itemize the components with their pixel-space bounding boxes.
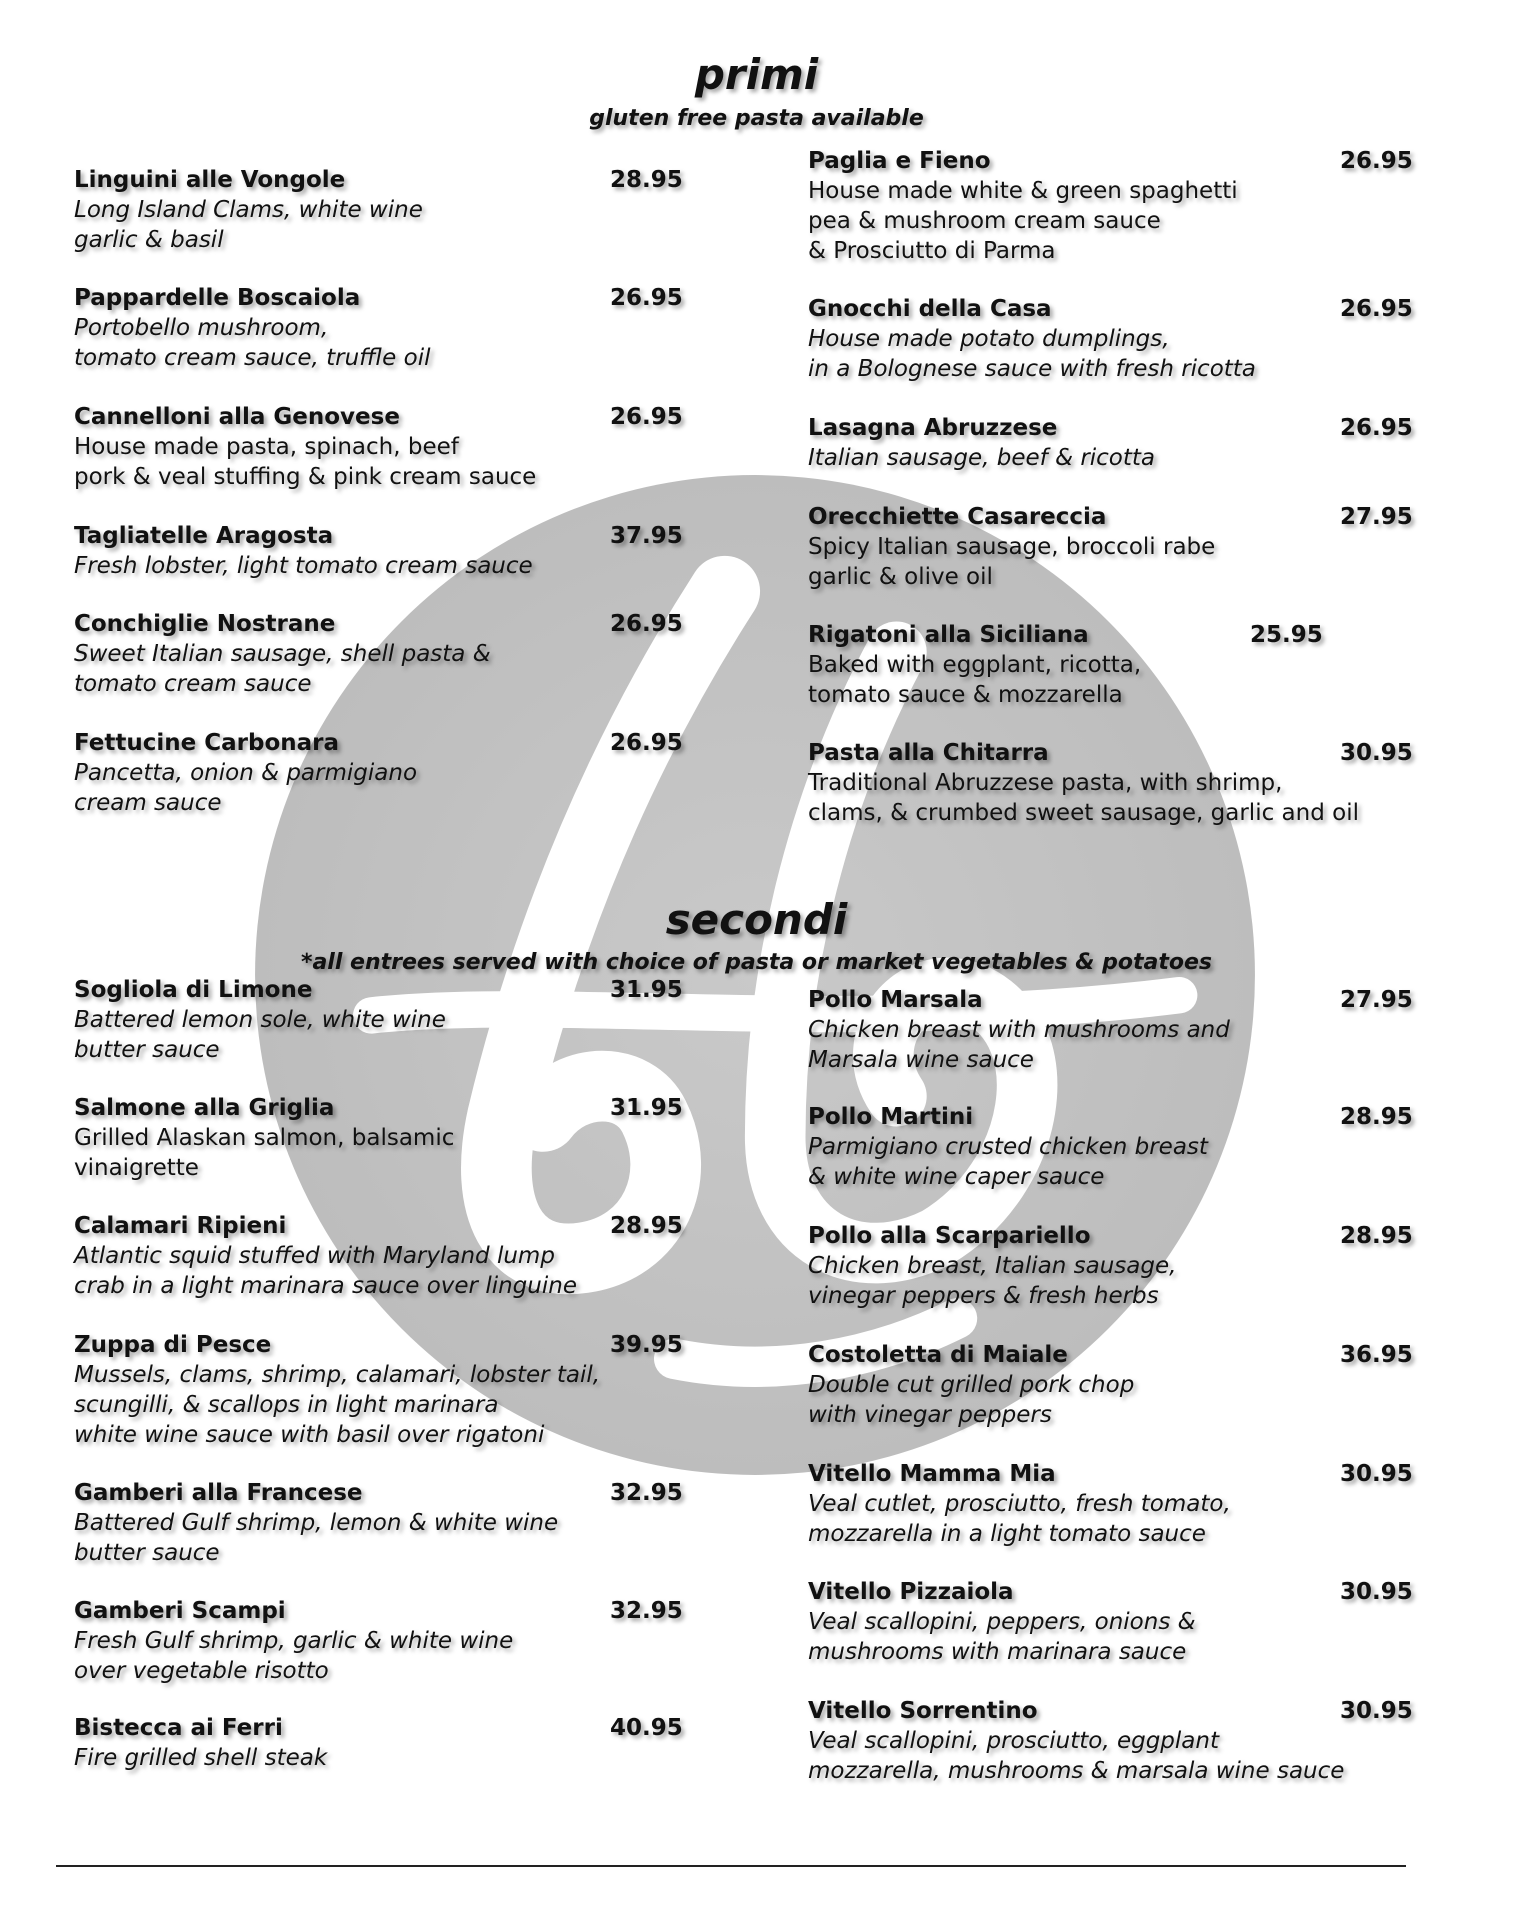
menu-item-price: 26.95 xyxy=(610,611,683,637)
menu-item xyxy=(808,1221,1413,1311)
menu-item-description: Veal scallopini, peppers, onions & mushrooms with marinara sauce xyxy=(808,1609,1196,1665)
menu-item-name: Gamberi alla Francese xyxy=(74,1480,363,1506)
menu-item-description: Italian sausage, beef & ricotta xyxy=(808,445,1156,471)
menu-item-name: Pollo alla Scarpariello xyxy=(808,1223,1091,1249)
menu-item-description: Pancetta, onion & parmigiano cream sauce xyxy=(74,760,418,816)
primi-subtitle: gluten free pasta available xyxy=(589,106,924,131)
menu-item-name: Pappardelle Boscaiola xyxy=(74,285,361,311)
menu-item xyxy=(74,521,683,581)
menu-item-name: Vitello Pizzaiola xyxy=(808,1579,1014,1605)
menu-item-name: Cannelloni alla Genovese xyxy=(74,404,400,430)
menu-item xyxy=(808,413,1413,473)
menu-item-description: Battered lemon sole, white wine butter sauce xyxy=(74,1007,446,1063)
menu-item-description: House made white & green spaghetti pea & mushroom cream sauce & Prosciutto di Parma xyxy=(808,178,1238,264)
menu-item-description: House made potato dumplings, in a Bolognese sauce with fresh ricotta xyxy=(808,326,1256,382)
menu-item-description: Chicken breast with mushrooms and Marsala wine sauce xyxy=(808,1017,1230,1073)
menu-item xyxy=(808,1102,1413,1192)
menu-item-description: Spicy Italian sausage, broccoli rabe garlic & olive oil xyxy=(808,534,1216,590)
menu-item-description: Fresh Gulf shrimp, garlic & white wine over vegetable risotto xyxy=(74,1628,514,1684)
menu-item-description: Long Island Clams, white wine garlic & basil xyxy=(74,197,423,253)
menu-item-description: Baked with eggplant, ricotta, tomato sauce & mozzarella xyxy=(808,652,1142,708)
menu-item-name: Bistecca ai Ferri xyxy=(74,1715,283,1741)
menu-item xyxy=(74,609,683,699)
menu-item-description: Mussels, clams, shrimp, calamari, lobster tail, scungilli, & scallops in light marinara white wine sauce with basil over rigatoni xyxy=(74,1362,601,1448)
menu-item-description: Grilled Alaskan salmon, balsamic vinaigrette xyxy=(74,1125,455,1181)
menu-item-price: 31.95 xyxy=(610,977,683,1003)
menu-item-name: Zuppa di Pesce xyxy=(74,1332,272,1358)
menu-item xyxy=(808,146,1413,266)
menu-item-name: Tagliatelle Aragosta xyxy=(74,523,334,549)
menu-item-price: 27.95 xyxy=(1340,987,1413,1013)
menu-item-name: Orecchiette Casareccia xyxy=(808,504,1107,530)
menu-item xyxy=(74,728,683,818)
menu-item xyxy=(808,294,1413,384)
menu-item-price: 28.95 xyxy=(610,1213,683,1239)
menu-item-price: 30.95 xyxy=(1340,1579,1413,1605)
menu-item-name: Lasagna Abruzzese xyxy=(808,415,1058,441)
menu-item-description: Parmigiano crusted chicken breast & white wine caper sauce xyxy=(808,1134,1208,1190)
menu-item-name: Gnocchi della Casa xyxy=(808,296,1052,322)
menu-item-name: Pollo Marsala xyxy=(808,987,983,1013)
menu-item-price: 36.95 xyxy=(1340,1342,1413,1368)
menu-item-name: Fettucine Carbonara xyxy=(74,730,340,756)
menu-item-name: Calamari Ripieni xyxy=(74,1213,287,1239)
menu-item-description: Veal cutlet, prosciutto, fresh tomato, mozzarella in a light tomato sauce xyxy=(808,1491,1231,1547)
menu-item xyxy=(74,975,683,1065)
menu-item-price: 30.95 xyxy=(1340,740,1413,766)
menu-item-price: 27.95 xyxy=(1340,504,1413,530)
secondi-subtitle: *all entrees served with choice of pasta or market vegetables & potatoes xyxy=(300,950,1213,975)
menu-item xyxy=(808,738,1413,828)
menu-item xyxy=(808,502,1413,592)
menu-item-name: Paglia e Fieno xyxy=(808,148,991,174)
menu-item-name: Gamberi Scampi xyxy=(74,1598,286,1624)
menu-item-description: Traditional Abruzzese pasta, with shrimp, clams, & crumbed sweet sausage, garlic and oil xyxy=(808,770,1359,826)
menu-item-price: 26.95 xyxy=(1340,415,1413,441)
primi-title: primi xyxy=(694,50,819,99)
menu-item-description: Atlantic squid stuffed with Maryland lump crab in a light marinara sauce over linguine xyxy=(74,1243,577,1299)
secondi-title: secondi xyxy=(665,895,848,944)
menu-item xyxy=(74,1713,683,1773)
menu-item-description: House made pasta, spinach, beef pork & veal stuffing & pink cream sauce xyxy=(74,434,537,490)
menu-item-name: Costoletta di Maiale xyxy=(808,1342,1068,1368)
menu-item-name: Pasta alla Chitarra xyxy=(808,740,1049,766)
menu-item-description: Sweet Italian sausage, shell pasta & tomato cream sauce xyxy=(74,641,491,697)
menu-item-description: Portobello mushroom, tomato cream sauce, truffle oil xyxy=(74,315,431,371)
menu-item-price: 26.95 xyxy=(610,285,683,311)
menu-item xyxy=(74,165,683,255)
menu-item xyxy=(808,1696,1413,1786)
menu-item xyxy=(808,1577,1413,1667)
menu-item xyxy=(808,620,1408,710)
menu-item-description: Double cut grilled pork chop with vinegar peppers xyxy=(808,1372,1135,1428)
menu-item-price: 32.95 xyxy=(610,1598,683,1624)
menu-item xyxy=(74,1596,683,1686)
menu-item-price: 30.95 xyxy=(1340,1461,1413,1487)
menu-item-name: Rigatoni alla Siciliana xyxy=(808,622,1089,648)
bottom-divider xyxy=(56,1865,1406,1867)
menu-item xyxy=(74,1478,683,1568)
menu-item-name: Linguini alle Vongole xyxy=(74,167,346,193)
menu-item-description: Veal scallopini, prosciutto, eggplant mozzarella, mushrooms & marsala wine sauce xyxy=(808,1728,1345,1784)
menu-item xyxy=(808,985,1413,1075)
menu-item-price: 39.95 xyxy=(610,1332,683,1358)
menu-item-price: 37.95 xyxy=(610,523,683,549)
menu-item-price: 28.95 xyxy=(1340,1104,1413,1130)
menu-item-price: 26.95 xyxy=(610,730,683,756)
menu-item-price: 31.95 xyxy=(610,1095,683,1121)
menu-item-price: 32.95 xyxy=(610,1480,683,1506)
menu-item-description: Battered Gulf shrimp, lemon & white wine butter sauce xyxy=(74,1510,559,1566)
menu-item-price: 30.95 xyxy=(1340,1698,1413,1724)
menu-item-description: Chicken breast, Italian sausage, vinegar peppers & fresh herbs xyxy=(808,1253,1177,1309)
menu-item xyxy=(74,402,683,492)
menu-item xyxy=(808,1459,1413,1549)
menu-item-name: Vitello Mamma Mia xyxy=(808,1461,1056,1487)
menu-item-price: 26.95 xyxy=(1340,296,1413,322)
menu-item-price: 40.95 xyxy=(610,1715,683,1741)
menu-item-name: Vitello Sorrentino xyxy=(808,1698,1038,1724)
menu-item-price: 26.95 xyxy=(1340,148,1413,174)
menu-item xyxy=(74,1093,683,1183)
menu-item-price: 25.95 xyxy=(1250,622,1323,648)
menu-item-name: Salmone alla Griglia xyxy=(74,1095,335,1121)
menu-item-name: Conchiglie Nostrane xyxy=(74,611,336,637)
menu-item xyxy=(808,1340,1413,1430)
menu-item-price: 26.95 xyxy=(610,404,683,430)
menu-item-name: Pollo Martini xyxy=(808,1104,974,1130)
menu-item-description: Fire grilled shell steak xyxy=(74,1745,328,1771)
menu-item xyxy=(74,1330,683,1450)
menu-item xyxy=(74,1211,683,1301)
menu-item-price: 28.95 xyxy=(1340,1223,1413,1249)
menu-item-price: 28.95 xyxy=(610,167,683,193)
menu-item xyxy=(74,283,683,373)
menu-item-name: Sogliola di Limone xyxy=(74,977,313,1003)
menu-item-description: Fresh lobster, light tomato cream sauce xyxy=(74,553,533,579)
